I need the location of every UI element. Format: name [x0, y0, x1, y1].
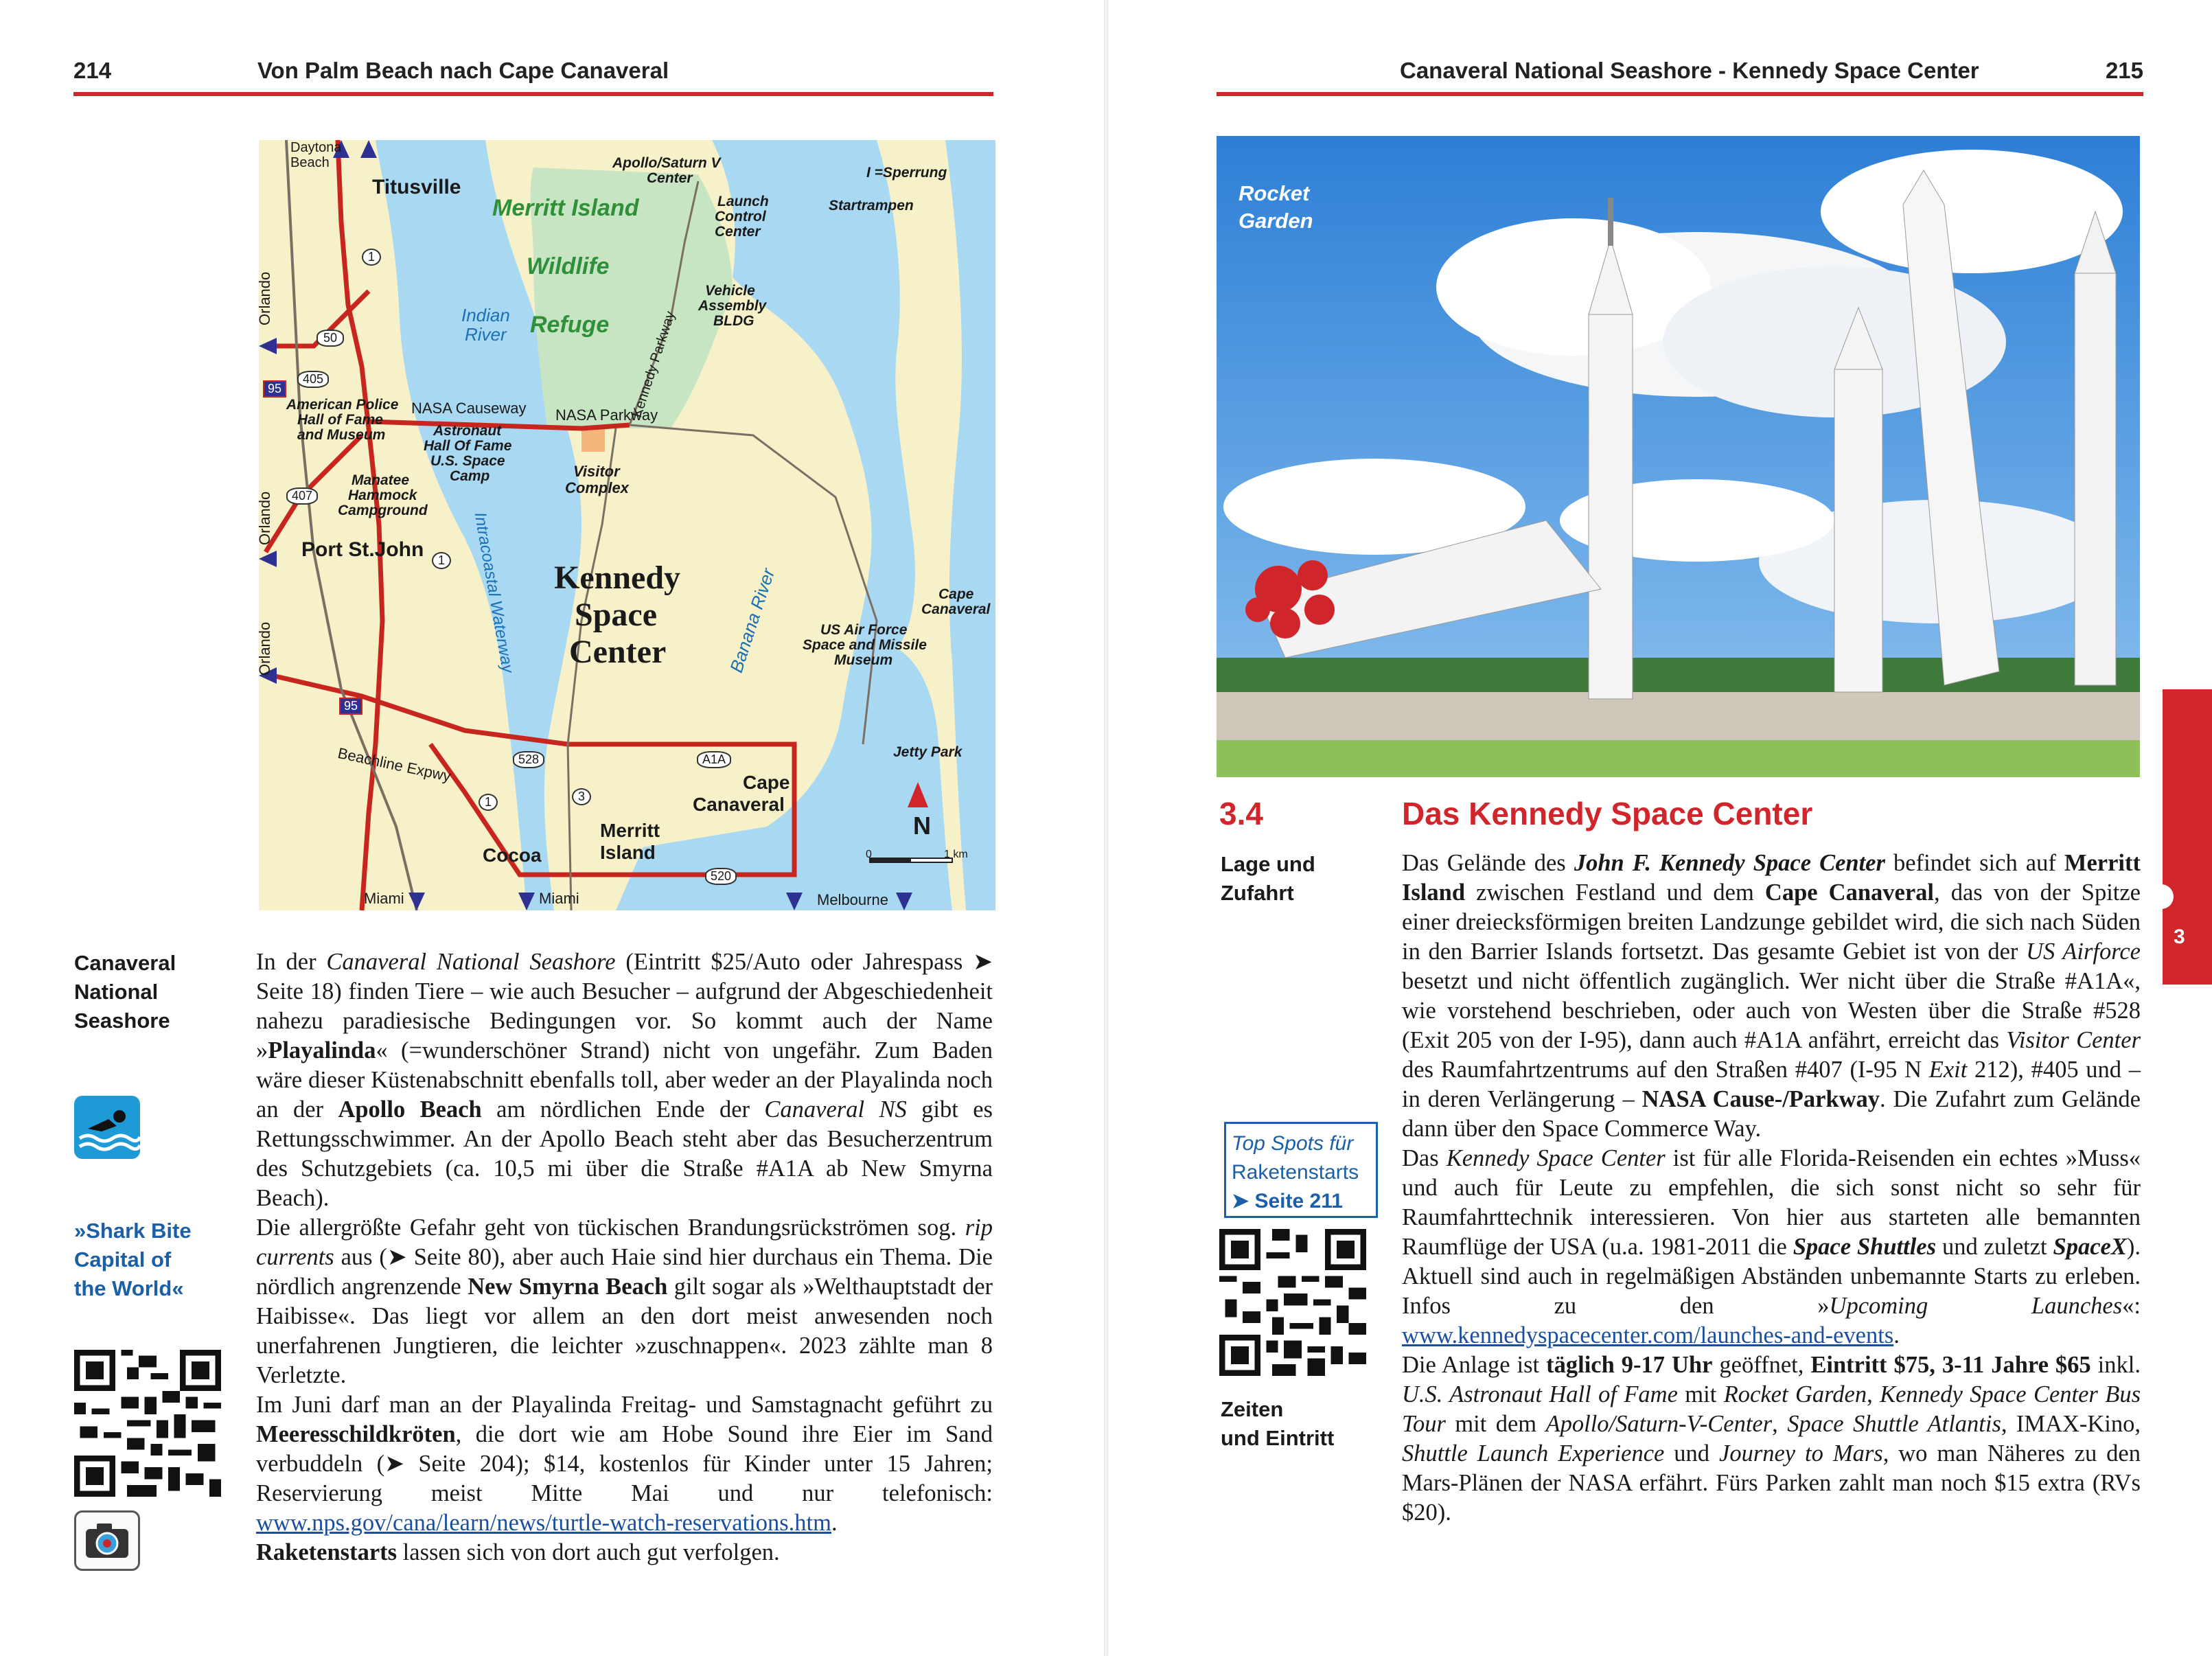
- map-label-river: River: [465, 324, 507, 345]
- right-body-text: [1402, 849, 2141, 1528]
- map-label-launch: Launch: [717, 194, 769, 209]
- side-label-line: the World«: [74, 1276, 184, 1300]
- map-label-camp: Camp: [450, 468, 490, 484]
- map-label-orlando-2: Orlando: [256, 491, 273, 545]
- map-label-space-camp: U.S. Space: [430, 453, 505, 469]
- paragraph-turtles: Im Juni darf man an der Playalinda Freitag- und Samstagnacht geführt zu Meeresschildkröten, die dort wie am Hobe Sound ihre Eier im Sand verbuddeln (➤ Seite 204); $14, kostenlos für Kinder unter 15 Jahren; Reservierung meist Mitte Mai und nur telefonisch: www.nps.gov/cana/learn/news/turtle-watch-reservations.htm.: [256, 1392, 993, 1536]
- map-label-usaf-museum: Museum: [834, 652, 893, 668]
- road-shield-405: 405: [297, 371, 329, 388]
- map-label-port-st-john: Port St.John: [301, 538, 424, 561]
- map-label-control-center: Center: [715, 224, 761, 240]
- photo-svg: [1217, 136, 2140, 777]
- map-label-police: American Police: [286, 397, 399, 413]
- map-label-daytona-beach: Beach: [290, 155, 330, 170]
- road-shield-528: 528: [513, 751, 544, 768]
- side-label-line: und Eintritt: [1221, 1426, 1335, 1450]
- side-label-line: Zeiten: [1221, 1397, 1284, 1421]
- map-label-police-hall: Hall of Fame: [297, 412, 383, 428]
- map-label-cocoa: Cocoa: [483, 844, 542, 866]
- road-shield-3: 3: [572, 788, 591, 805]
- map-label-indian: Indian: [461, 305, 510, 325]
- map-label-merritt-island: Merritt Island: [492, 195, 639, 221]
- camera-icon: [74, 1510, 140, 1571]
- side-label-shark-bite: [74, 1217, 192, 1303]
- side-label-line: Lage und: [1221, 852, 1315, 876]
- map-label-control: Control: [715, 209, 766, 225]
- map-label-nasa-causeway: NASA Causeway: [411, 400, 527, 417]
- map-labels: [256, 140, 995, 910]
- swimming-icon: [74, 1096, 140, 1159]
- map-label-space: Space: [575, 597, 657, 633]
- map-label-usaf: US Air Force: [820, 622, 908, 638]
- map-label-hammock: Hammock: [348, 487, 417, 503]
- map-label-kennedy: Kennedy: [554, 560, 681, 596]
- right-page-header: [1217, 49, 2143, 96]
- swimming-icon-svg: [74, 1096, 140, 1159]
- map-label-assembly: Assembly: [698, 298, 767, 314]
- chapter-tab-notch: [2149, 884, 2174, 909]
- map-label-orlando-1: Orlando: [256, 271, 273, 325]
- chapter-tab-number: 3: [2174, 925, 2185, 948]
- map-label-visitor: Visitor: [573, 463, 620, 480]
- road-shield-a1a: A1A: [697, 751, 731, 768]
- link-ksc-launches[interactable]: www.kennedyspacecenter.com/launches-and-events: [1402, 1322, 1894, 1348]
- map-label-beachline: Beachline Expwy: [336, 744, 452, 785]
- qr-code-icon: [74, 1350, 221, 1497]
- map-label-cape: Cape: [938, 586, 974, 602]
- map-label-refuge: Refuge: [530, 312, 610, 338]
- road-shield-50: 50: [316, 330, 344, 347]
- photo-rocket-garden: [1217, 136, 2140, 777]
- paragraph-launches: Raketenstarts lassen sich von dort auch gut verfolgen.: [256, 1539, 780, 1565]
- map-label-intracoastal: Intracoastal Waterway: [470, 511, 518, 675]
- page-number: 214: [73, 58, 112, 83]
- map-label-melbourne: Melbourne: [817, 891, 888, 908]
- running-title: Canaveral National Seashore - Kennedy Space Center: [1400, 58, 1979, 83]
- left-body-text: [256, 947, 993, 1567]
- left-page-header: [73, 49, 993, 96]
- section-title: Das Kennedy Space Center: [1402, 796, 1813, 831]
- map-label-wildlife: Wildlife: [527, 253, 610, 279]
- top-spots-line1: Top Spots für: [1232, 1132, 1354, 1155]
- top-spots-line2: Raketenstarts: [1232, 1161, 1359, 1184]
- road-shield-1b: 1: [432, 552, 451, 569]
- road-shield-520: 520: [705, 868, 737, 885]
- map-label-titusville: Titusville: [372, 176, 461, 198]
- side-label-line: National: [74, 980, 159, 1004]
- map-label-police-museum: and Museum: [297, 427, 386, 443]
- map-north-label: N: [913, 812, 931, 840]
- top-spots-box[interactable]: [1224, 1122, 1378, 1218]
- side-label-line: Canaveral: [74, 951, 176, 975]
- side-label-zeiten: [1221, 1395, 1334, 1453]
- map-label-bldg: BLDG: [713, 313, 754, 329]
- side-label-line: Zufahrt: [1221, 881, 1294, 905]
- paragraph-location: Das Gelände des John F. Kennedy Space Center befindet sich auf Merritt Island zwischen Festland und dem Cape Canaveral, das von der Spitze einer dreiecksförmigen breiten Landzunge gebildet wird, die sich nach Süden in den Barrier Islands fortsetzt. Das gesamte Gebiet ist von der US Airforce besetzt und nicht öffentlich zugänglich. Wer nicht über die Straße #A1A«, wie vorstehend beschrieben, oder auch von Westen über die Straße #528 (Exit 205 von der I-95), dann auch #A1A anfährt, erreicht das Visitor Center des Raumfahrtzentrums auf den Straßen #407 (I-95 N Exit 212), #405 und – in deren Verlängerung – NASA Cause-/Parkway. Die Zufahrt zum Gelände dann über den Space Commerce Way.: [1402, 850, 2141, 1142]
- section-number: 3.4: [1219, 796, 1263, 831]
- map-label-apollo: Apollo/Saturn V: [612, 155, 721, 171]
- top-spots-ref[interactable]: ➤ Seite 211: [1232, 1190, 1343, 1212]
- map-label-center: Center: [569, 634, 667, 670]
- page-number: 215: [2105, 58, 2143, 83]
- side-label-lage: [1221, 850, 1315, 908]
- map-label-island: Island: [600, 842, 656, 863]
- paragraph-ksc-intro: Das Kennedy Space Center ist für alle Florida-Reisenden ein echtes »Muss« und auch für Leute zu empfehlen, die sich sonst nicht so sehr für Raumfahrttechnik interessieren. Von hier aus starteten alle bemannten Raumflüge der USA (u.a. 1981-2011 die Space Shuttles und zuletzt SpaceX). Aktuell sind auch in regelmäßigen Abständen unbemannte Starts zu erleben. Infos zu den »Upcoming Launches«: www.kennedyspacecenter.com/launches-and-events.: [1402, 1145, 2141, 1348]
- side-label-line: »Shark Bite: [74, 1219, 192, 1243]
- map-label-canaveral-bottom: Canaveral: [693, 794, 785, 815]
- map-scale-km: 1 km: [944, 849, 968, 860]
- map-label-astronaut: Astronaut: [433, 423, 502, 439]
- map-label-jetty-park: Jetty Park: [893, 744, 963, 760]
- map-label-cape-bottom: Cape: [743, 772, 790, 793]
- map-label-orlando-3: Orlando: [256, 621, 273, 676]
- photo-caption-line: Rocket: [1239, 181, 1310, 205]
- photo-caption-line: Garden: [1239, 209, 1313, 233]
- map-kennedy-space-center: [256, 140, 995, 910]
- paragraph-seashore: In der Canaveral National Seashore (Eintritt $25/Auto oder Jahrespass ➤ Seite 18) finden Tiere – wie auch Besucher – aufgrund der Abgeschiedenheit nahezu paradiesische Bedingungen vor. So kommt auch der Name »Playalinda« (=wunderschöner Strand) nicht von ungefähr. Zum Baden wäre dieser Küstenabschnitt ebenfalls toll, aber weder an der Playalinda noch an der Apollo Beach am nördlichen Ende der Canaveral NS gibt es Rettungsschwimmer. An der Apollo Beach steht aber das Besucherzentrum des Schutzgebiets (ca. 10,5 mi über die Straße #A1A ab New Smyrna Beach).: [256, 949, 993, 1211]
- paragraph-hours: Die Anlage ist täglich 9-17 Uhr geöffnet, Eintritt $75, 3-11 Jahre $65 inkl. U.S. Astronaut Hall of Fame mit Rocket Garden, Kennedy Space Center Bus Tour mit dem Apollo/Saturn-V-Center, Space Shuttle Atlantis, IMAX-Kino, Shuttle Launch Experience und Journey to Mars, wo man Näheres zu den Mars-Plänen der NASA erfährt. Fürs Parken zahlt man noch $15 extra (RVs $20).: [1402, 1352, 2141, 1526]
- map-label-astronaut-hall: Hall Of Fame: [424, 438, 512, 454]
- map-label-manatee: Manatee: [352, 472, 410, 488]
- road-shield-1a: 1: [362, 249, 381, 266]
- map-label-sperrung: I =Sperrung: [866, 165, 947, 181]
- map-label-vehicle: Vehicle: [705, 283, 755, 299]
- map-label-nasa-parkway: NASA Parkway: [555, 406, 658, 424]
- map-label-visitor-complex: Complex: [565, 479, 629, 496]
- road-shield-95b: 95: [339, 698, 362, 715]
- link-turtle-watch[interactable]: www.nps.gov/cana/learn/news/turtle-watch-reservations.htm: [256, 1510, 831, 1536]
- road-shield-407: 407: [286, 487, 318, 505]
- paragraph-sharks: Die allergrößte Gefahr geht von tückischen Brandungsrückströmen sog. rip currents aus (➤ Seite 80), aber auch Haie sind hier durchaus ein Thema. Die nördlich angrenzende New Smyrna Beach gilt sogar als »Welthauptstadt der Haibisse«. Das liegt vor allem an den dort meist anwesenden noch unerfahrenen Jungtieren, die leichter »zuschnappen«. 2023 zählte man 8 Verletzte.: [256, 1215, 993, 1388]
- map-label-kennedy-parkway: Kennedy Parkway: [630, 309, 678, 419]
- map-label-daytona: Daytona: [290, 140, 342, 155]
- map-label-miami-mid: Miami: [539, 890, 579, 907]
- road-shield-95a: 95: [263, 380, 286, 398]
- camera-icon-svg: [76, 1513, 138, 1569]
- photo-caption: [1239, 180, 1313, 235]
- map-scale-zero: 0: [866, 849, 872, 860]
- map-label-startrampen: Startrampen: [829, 198, 914, 214]
- chapter-tab: [2163, 689, 2212, 985]
- map-label-merritt: Merritt: [600, 820, 660, 841]
- map-label-apollo-center: Center: [647, 170, 693, 186]
- qr-code-icon: [1219, 1229, 1366, 1376]
- map-label-cape-canaveral-top: Canaveral: [921, 601, 991, 617]
- map-label-usaf-missile: Space and Missile: [803, 637, 927, 653]
- side-label-line: Seashore: [74, 1009, 170, 1033]
- map-label-campground: Campground: [338, 503, 428, 518]
- side-label-seashore: [74, 949, 176, 1035]
- side-label-line: Capital of: [74, 1247, 172, 1272]
- qr-code-svg: [1219, 1229, 1366, 1376]
- map-label-miami-left: Miami: [364, 890, 404, 907]
- map-label-banana-river: Banana River: [726, 566, 779, 676]
- qr-code-svg: [74, 1350, 221, 1497]
- running-title: Von Palm Beach nach Cape Canaveral: [257, 58, 669, 83]
- road-shield-1c: 1: [479, 794, 498, 811]
